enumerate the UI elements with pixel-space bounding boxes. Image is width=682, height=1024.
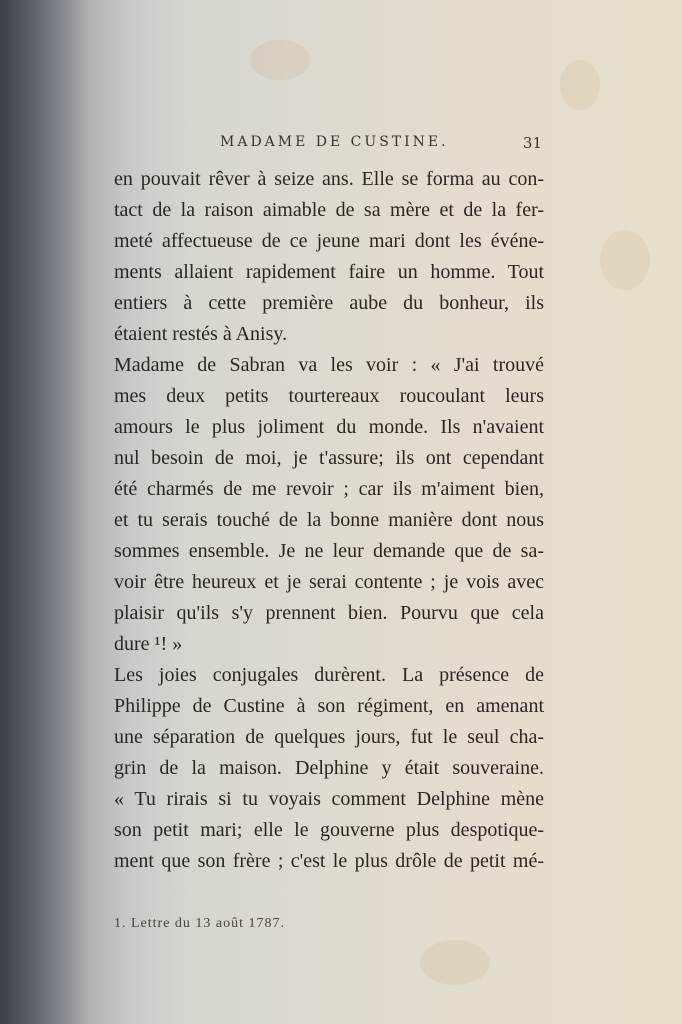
running-head xyxy=(150,134,542,158)
text-line: nul besoin de moi, je t'assure; ils ont cependant xyxy=(114,447,544,469)
text-line: une séparation de quelques jours, fut le seul cha- xyxy=(114,726,544,748)
text-line: ment que son frère ; c'est le plus drôle de petit mé- xyxy=(114,850,544,872)
text-line: voir être heureux et je serai contente ; je vois avec xyxy=(114,571,544,593)
text-line: mes deux petits tourtereaux roucoulant leurs xyxy=(114,385,544,407)
page-number: 31 xyxy=(522,134,542,152)
text-line: grin de la maison. Delphine y était souveraine. xyxy=(114,757,544,779)
running-title: MADAME DE CUSTINE. xyxy=(220,134,449,150)
text-line: en pouvait rêver à seize ans. Elle se forma au con- xyxy=(114,168,544,190)
text-line: son petit mari; elle le gouverne plus despotique- xyxy=(114,819,544,841)
text-line: ments allaient rapidement faire un homme. Tout xyxy=(114,261,544,283)
text-line: été charmés de me revoir ; car ils m'aiment bien, xyxy=(114,478,544,500)
text-line: Madame de Sabran va les voir : « J'ai trouvé xyxy=(114,354,544,376)
text-line: plaisir qu'ils s'y prennent bien. Pourvu que cela xyxy=(114,602,544,624)
text-line: étaient restés à Anisy. xyxy=(114,323,288,345)
text-line: Philippe de Custine à son régiment, en amenant xyxy=(114,695,544,717)
text-line: amours le plus joliment du monde. Ils n'avaient xyxy=(114,416,544,438)
text-line: sommes ensemble. Je ne leur demande que de sa- xyxy=(114,540,544,562)
body-text xyxy=(114,164,544,877)
text-line: entiers à cette première aube du bonheur, ils xyxy=(114,292,544,314)
text-line: tact de la raison aimable de sa mère et de la fer- xyxy=(114,199,544,221)
text-line: meté affectueuse de ce jeune mari dont les événe- xyxy=(114,230,544,252)
text-line: « Tu rirais si tu voyais comment Delphine mène xyxy=(114,788,544,810)
text-line: Les joies conjugales durèrent. La présence de xyxy=(114,664,544,686)
footnote: 1. Lettre du 13 août 1787. xyxy=(114,916,286,931)
text-line: dure ¹! » xyxy=(114,633,183,655)
text-line: et tu serais touché de la bonne manière dont nous xyxy=(114,509,544,531)
